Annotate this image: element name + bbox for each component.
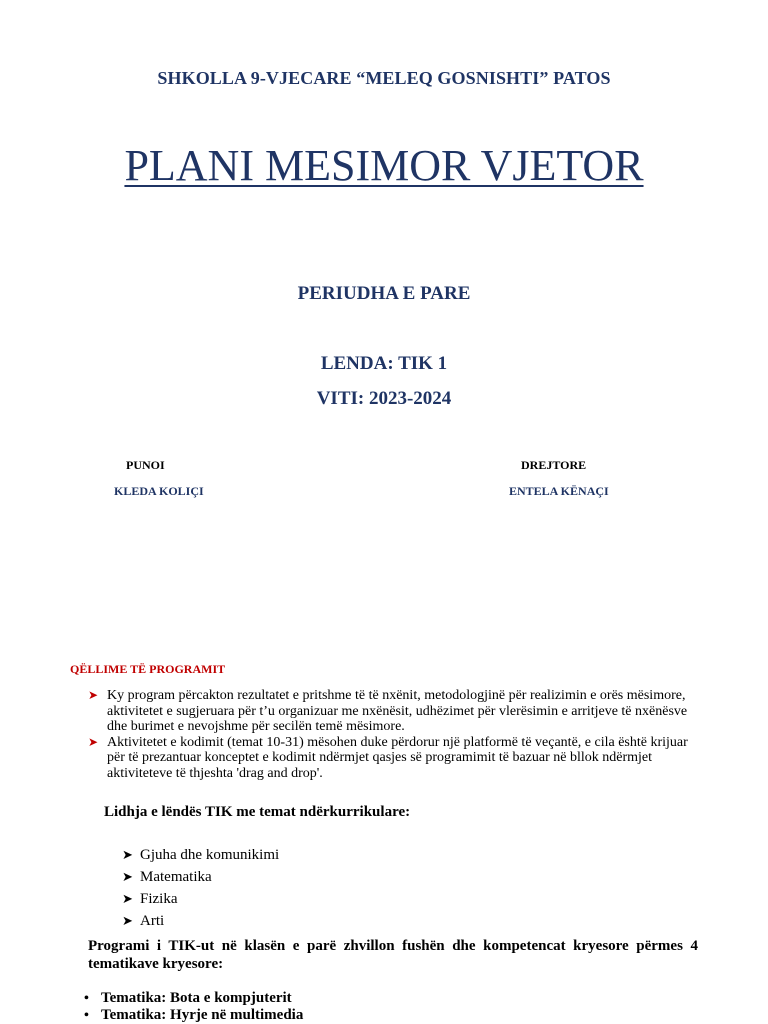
- arrow-bullet-icon: ➤: [122, 869, 133, 884]
- director-name: ENTELA KËNAÇI: [509, 484, 609, 498]
- goal-item: [88, 735, 708, 782]
- dot-bullet-icon: •: [84, 991, 89, 1006]
- goal-item: [88, 688, 708, 735]
- list-item: [122, 910, 279, 932]
- school-name: SHKOLLA 9-VJECARE “MELEQ GOSNISHTI” PATOS: [157, 68, 611, 88]
- list-item-label: Matematika: [140, 869, 212, 885]
- goals-list: [88, 688, 708, 781]
- arrow-bullet-icon: ➤: [88, 688, 99, 702]
- subject-label: LENDA: TIK 1: [320, 353, 448, 374]
- director-label: DREJTORE: [521, 458, 587, 472]
- list-item: [122, 844, 279, 866]
- list-item: [122, 888, 279, 910]
- author-name: KLEDA KOLIÇI: [114, 484, 204, 498]
- year-label: VITI: 2023-2024: [316, 388, 452, 409]
- goal-text: Aktivitetet e kodimit (temat 10-31) mësohen duke përdorur një platformë të veçantë, e cila është krijuar për të prezantuar konceptet e kodimit ndërmjet qasjes së programimit të bazuar në bllok ndërmjet aktiviteteve të thjeshta 'drag and drop'.: [107, 734, 688, 781]
- themes-list: [84, 990, 303, 1024]
- program-paragraph: Programi i TIK-ut në klasën e parë zhvillon fushën dhe kompetencat kryesore përmes 4 tematikave kryesore:: [88, 938, 698, 972]
- dot-bullet-icon: •: [84, 1008, 89, 1023]
- theme-label: Tematika: Hyrje në multimedia: [101, 1007, 304, 1023]
- arrow-bullet-icon: ➤: [122, 891, 133, 906]
- list-item: [122, 866, 279, 888]
- page-title: PLANI MESIMOR VJETOR: [124, 141, 644, 190]
- period-label: PERIUDHA E PARE: [297, 283, 471, 304]
- arrow-bullet-icon: ➤: [88, 734, 99, 749]
- cross-curricular-list: [122, 844, 279, 932]
- list-item: [84, 1007, 303, 1024]
- theme-label: Tematika: Bota e kompjuterit: [101, 990, 292, 1006]
- list-item: [84, 990, 303, 1007]
- goals-heading: QËLLIME TË PROGRAMIT: [70, 662, 226, 676]
- list-item-label: Arti: [140, 913, 165, 929]
- list-item-label: Fizika: [140, 891, 178, 907]
- author-label: PUNOI: [126, 458, 165, 472]
- arrow-bullet-icon: ➤: [122, 913, 133, 928]
- goal-text: Ky program përcakton rezultatet e pritshme të të nxënit, metodologjinë për realizimin e orës mësimore, aktivitetet e sugjeruara për t’u organizuar me nxënësit, udhëzimet për vlerësimin e arritjeve të nxënësve dhe burimet e nevojshme për secilën temë mësimore.: [107, 688, 688, 734]
- list-item-label: Gjuha dhe komunikimi: [140, 847, 280, 863]
- arrow-bullet-icon: ➤: [122, 847, 133, 862]
- cross-curricular-heading: Lidhja e lëndës TIK me temat ndërkurrikulare:: [104, 804, 411, 820]
